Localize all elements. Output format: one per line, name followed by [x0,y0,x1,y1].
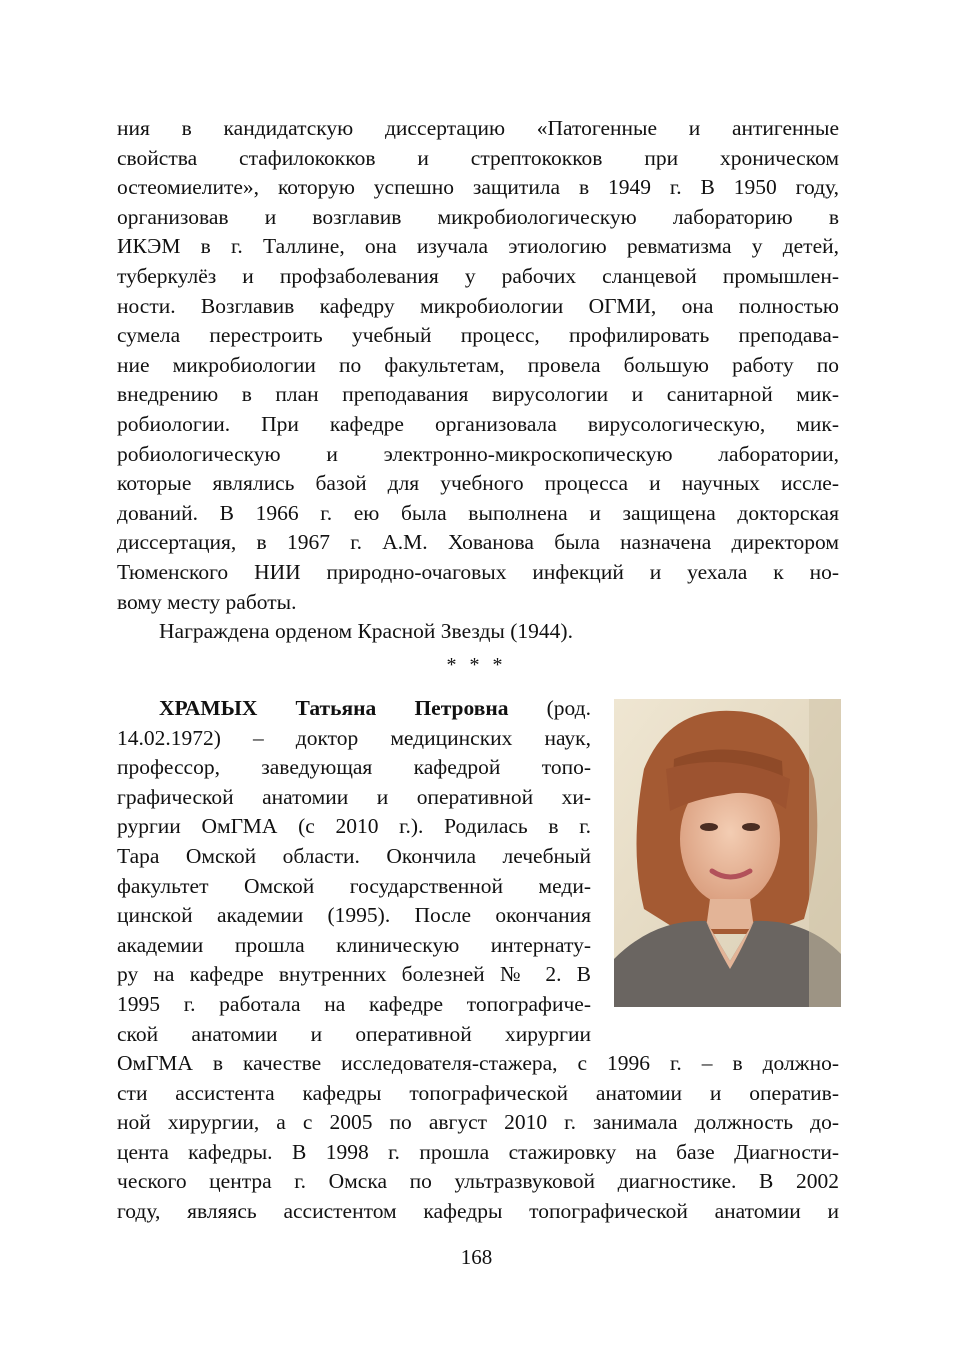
biography-narrow-line: Тара Омской области. Окончила лечебный [117,843,591,868]
paragraph-1-line: которые являлись базой для учебного процесса и научных иссле- [117,471,839,496]
biography-narrow-line: цинской академии (1995). После окончания [117,903,591,928]
paragraph-1-line: остеомиелите», которую успешно защитила в 1949 г. В 1950 году, [117,175,839,200]
paragraph-1-line: ния в кандидатскую диссертацию «Патогенные и антигенные [117,116,839,140]
paragraph-1-line: робиологическую и электронно-микроскопическую лаборатории, [117,441,839,466]
biography-wide-line: ОмГМА в качестве исследователя-стажера, с 1996 г. – в должно- [117,1051,839,1075]
biography-continued [117,1049,839,1227]
biography-wide-line: ческого центра г. Омска по ультразвуковой диагностике. В 2002 [117,1169,839,1194]
biography-narrow-line: 1995 г. работала на кафедре топографиче- [117,991,591,1016]
paragraph-1-line: вому месту работы. [117,589,297,614]
biography-narrow-line: академии прошла клиническую интернату- [117,932,591,957]
paragraph-1-line: робиологии. При кафедре организовала вирусологическую, мик- [117,411,839,436]
biography-narrow-line: 14.02.1972) – доктор медицинских наук, [117,725,591,750]
paragraph-1-line: сумела перестроить учебный процесс, профилировать преподава- [117,323,839,348]
paragraph-1-line: ние микробиологии по факультетам, провела большую работу по [117,352,839,377]
paragraph-1-line: свойства стафилококков и стрептококков при хроническом [117,145,839,170]
award-line: Награждена орденом Красной Звезды (1944). [159,619,573,643]
biography-wide-line: ной хирургии, а с 2005 по август 2010 г. занимала должность до- [117,1110,839,1135]
paragraph-1-line: ности. Возглавив кафедру микробиологии ОГМИ, она полностью [117,293,839,318]
biography-narrow-line: рургии ОмГМА (с 2010 г.). Родилась в г. [117,814,591,839]
paragraph-1-line: ИКЭМ в г. Таллине, она изучала этиологию ревматизма у детей, [117,234,839,259]
person-name: ХРАМЫХ Татьяна Петровна [159,696,509,720]
paragraph-1-line: Тюменского НИИ природно-очаговых инфекций и уехала к но- [117,559,839,584]
paragraph-1-line: организовав и возглавив микробиологическую лабораторию в [117,204,839,229]
birth-prefix: (род. [508,696,591,720]
portrait-photo [614,699,841,1007]
biography-narrow-line: ской анатомии и оперативной хирургии [117,1021,591,1046]
biography-narrow-line: профессор, заведующая кафедрой топо- [117,755,591,780]
biography-wide-line: году, являясь ассистентом кафедры топографической анатомии и [117,1198,839,1223]
paragraph-1-line: диссертация, в 1967 г. А.М. Хованова была назначена директором [117,530,839,555]
paragraph-1-line: туберкулёз и профзаболевания у рабочих сланцевой промышлен- [117,263,839,288]
paragraph-1-line: дований. В 1966 г. ею была выполнена и защищена докторская [117,500,839,525]
paragraph-1-line: внедрению в план преподавания вирусологии и санитарной мик- [117,382,839,407]
paragraph-1 [117,114,839,617]
section-separator: * * * [446,654,507,676]
biography-narrow-line: факультет Омской государственной меди- [117,873,591,898]
biography-narrow-line: графической анатомии и оперативной хи- [117,784,591,809]
biography-wide-line: сти ассистента кафедры топографической анатомии и оператив- [117,1080,839,1105]
biography-wide-line: цента кафедры. В 1998 г. прошла стажировку на базе Диагности- [117,1139,839,1164]
biography-intro [117,694,591,1049]
biography-narrow-line: ру на кафедре внутренних болезней № 2. В [117,962,591,987]
page-number: 168 [460,1245,493,1269]
biography-first-line [117,694,591,724]
